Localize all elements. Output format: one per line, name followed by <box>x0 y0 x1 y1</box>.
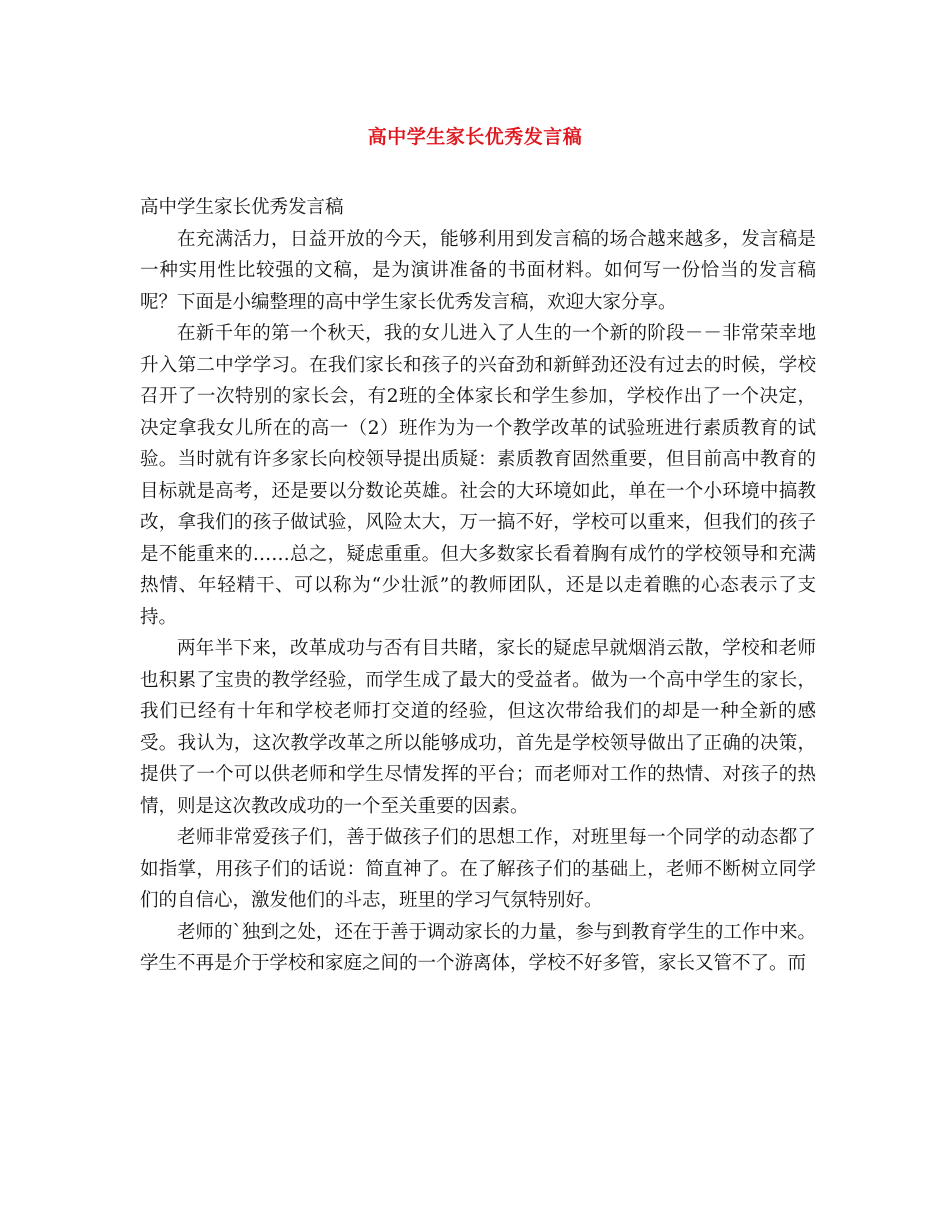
paragraph-1: 在充满活力，日益开放的今天，能够利用到发言稿的场合越来越多，发言稿是一种实用性比较强的文稿，是为演讲准备的书面材料。如何写一份恰当的发言稿呢？下面是小编整理的高中学生家长优秀发言稿，欢迎大家分享。 <box>140 228 816 313</box>
document-title: 高中学生家长优秀发言稿 <box>367 126 583 148</box>
paragraph-5: 老师的`独到之处，还在于善于调动家长的力量，参与到教育学生的工作中来。学生不再是介于学校和家庭之间的一个游离体，学校不好多管，家长又管不了。而 <box>140 921 816 974</box>
document-body <box>140 192 816 980</box>
paragraph-3: 两年半下来，改革成功与否有目共睹，家长的疑虑早就烟消云散，学校和老师也积累了宝贵的教学经验，而学生成了最大的受益者。做为一个高中学生的家长，我们已经有十年和学校老师打交道的经验，但这次带给我们的却是一种全新的感受。我认为，这次教学改革之所以能够成功，首先是学校领导做出了正确的决策，提供了一个可以供老师和学生尽情发挥的平台；而老师对工作的热情、对孩子的热情，则是这次教改成功的一个至关重要的因素。 <box>140 638 816 817</box>
paragraph-2: 在新千年的第一个秋天，我的女儿进入了人生的一个新的阶段－－非常荣幸地升入第二中学学习。在我们家长和孩子的兴奋劲和新鲜劲还没有过去的时候，学校召开了一次特别的家长会，有2班的全体家长和学生参加，学校作出了一个决定，决定拿我女儿所在的高一（2）班作为为一个教学改革的试验班进行素质教育的试验。当时就有许多家长向校领导提出质疑：素质教育固然重要，但目前高中教育的目标就是高考，还是要以分数论英雄。社会的大环境如此，单在一个小环境中搞教改，拿我们的孩子做试验，风险太大，万一搞不好，学校可以重来，但我们的孩子是不能重来的……总之，疑虑重重。但大多数家长看着胸有成竹的学校领导和充满热情、年轻精干、可以称为“少壮派”的教师团队，还是以走着瞧的心态表示了支持。 <box>140 323 816 628</box>
paragraph-4: 老师非常爱孩子们，善于做孩子们的思想工作，对班里每一个同学的动态都了如指掌，用孩子们的话说：简直神了。在了解孩子们的基础上，老师不断树立同学们的自信心，激发他们的斗志，班里的学习气氛特别好。 <box>140 827 816 911</box>
document-subtitle: 高中学生家长优秀发言稿 <box>140 197 344 218</box>
